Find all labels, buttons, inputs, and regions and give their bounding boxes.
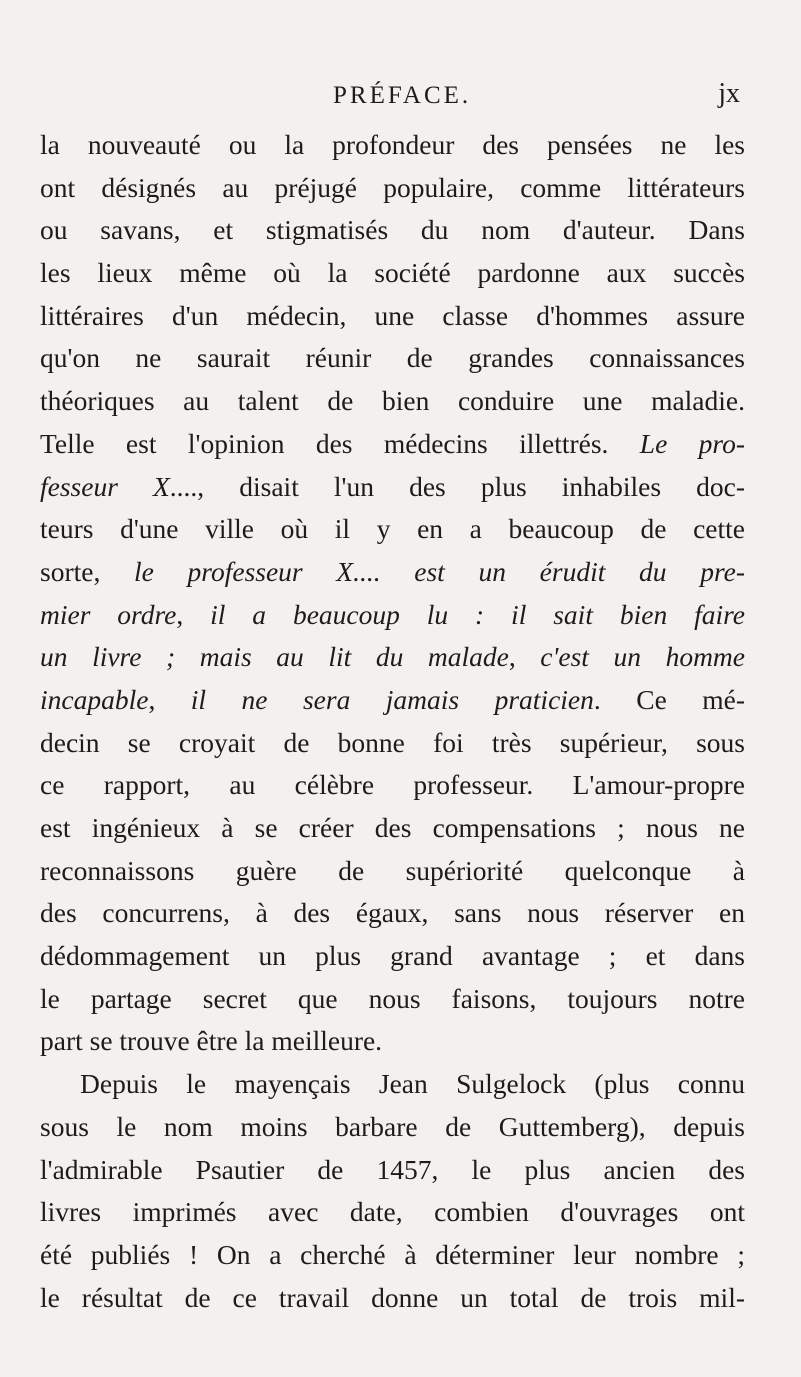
text-line (40, 892, 745, 935)
text-run: théoriques au talent de bien conduire une maladie. (40, 385, 745, 417)
text-run: ...., disait l'un des plus inhabiles doc- (169, 470, 745, 502)
text-line (40, 209, 745, 252)
text-line (40, 636, 745, 679)
text-line (40, 1191, 745, 1234)
text-line (40, 935, 745, 978)
running-head (40, 78, 740, 114)
italic-text: le professeur X.... est un érudit du pre- (134, 555, 745, 587)
text-run: qu'on ne saurait réunir de grandes connaissances (40, 342, 745, 374)
text-line (40, 551, 745, 594)
text-line (40, 1020, 745, 1063)
text-run: livres imprimés avec date, combien d'ouvrages ont (40, 1196, 745, 1228)
italic-text: un livre ; mais au lit du malade (40, 641, 509, 673)
text-line (40, 1277, 745, 1320)
text-line (40, 167, 745, 210)
text-run: l'admirable Psautier de 1457, le plus ancien des (40, 1153, 745, 1185)
text-run: le partage secret que nous faisons, toujours notre (40, 982, 745, 1014)
text-run: sous le nom moins barbare de Guttemberg), depuis (40, 1110, 745, 1142)
text-run: est ingénieux à se créer des compensations ; nous ne (40, 812, 745, 843)
text-line (40, 508, 745, 551)
italic-text: mier ordre (40, 598, 177, 630)
italic-text: Le pro- (639, 427, 745, 459)
text-run: , (148, 683, 191, 715)
text-run: ont désignés au préjugé populaire, comme littérateurs (40, 171, 745, 203)
running-head-title: PRÉFACE. (333, 82, 472, 109)
italic-text: fesseur X (40, 470, 170, 502)
body-text (40, 124, 745, 1319)
text-run: . Ce mé- (593, 683, 745, 715)
text-run: sorte, (40, 555, 135, 587)
text-run: Telle est l'opinion des médecins illettrés. (40, 427, 640, 459)
text-run: les lieux même où la société pardonne aux succès (40, 257, 745, 289)
text-line (40, 722, 745, 765)
text-line (40, 764, 745, 807)
text-run: , (508, 641, 541, 673)
text-run: part se trouve être la meilleure. (40, 1025, 383, 1057)
italic-text: incapable (40, 683, 149, 715)
text-run: la nouveauté ou la profondeur des pensées ne les (40, 129, 745, 160)
text-line (40, 1063, 745, 1106)
text-line (40, 978, 745, 1021)
text-line (40, 1234, 745, 1277)
text-line (40, 124, 745, 167)
italic-text: il a beaucoup lu : il sait bien faire (210, 598, 745, 630)
text-line (40, 807, 745, 850)
text-line (40, 337, 745, 380)
text-run: decin se croyait de bonne foi très supérieur, sous (40, 726, 745, 758)
italic-text: c'est un homme (540, 641, 745, 673)
text-line (40, 1149, 745, 1192)
text-run: ce rapport, au célèbre professeur. L'amour-propre (40, 769, 745, 801)
text-line (40, 466, 745, 509)
text-line (40, 380, 745, 423)
text-line (40, 1106, 745, 1149)
text-run: littéraires d'un médecin, une classe d'hommes assure (40, 299, 745, 331)
page-number: jx (718, 78, 740, 109)
text-line (40, 423, 745, 466)
italic-text: il ne sera jamais praticien (190, 683, 594, 715)
text-run: été publiés ! On a cherché à déterminer leur nombre ; (40, 1238, 745, 1270)
text-line (40, 594, 745, 637)
text-run: , (176, 598, 211, 630)
text-run: le résultat de ce travail donne un total de trois mil- (40, 1281, 745, 1313)
text-line (40, 850, 745, 893)
text-run: reconnaissons guère de supériorité quelconque à (40, 854, 745, 886)
text-line (40, 252, 745, 295)
text-run: teurs d'une ville où il y en a beaucoup de cette (40, 513, 745, 545)
text-run: dédommagement un plus grand avantage ; et dans (40, 940, 745, 972)
text-line (40, 295, 745, 338)
text-run: des concurrens, à des égaux, sans nous réserver en (40, 897, 745, 929)
text-run: ou savans, et stigmatisés du nom d'auteur. Dans (40, 214, 745, 246)
text-line (40, 679, 745, 722)
text-run: Depuis le mayençais Jean Sulgelock (plus connu (80, 1068, 745, 1100)
